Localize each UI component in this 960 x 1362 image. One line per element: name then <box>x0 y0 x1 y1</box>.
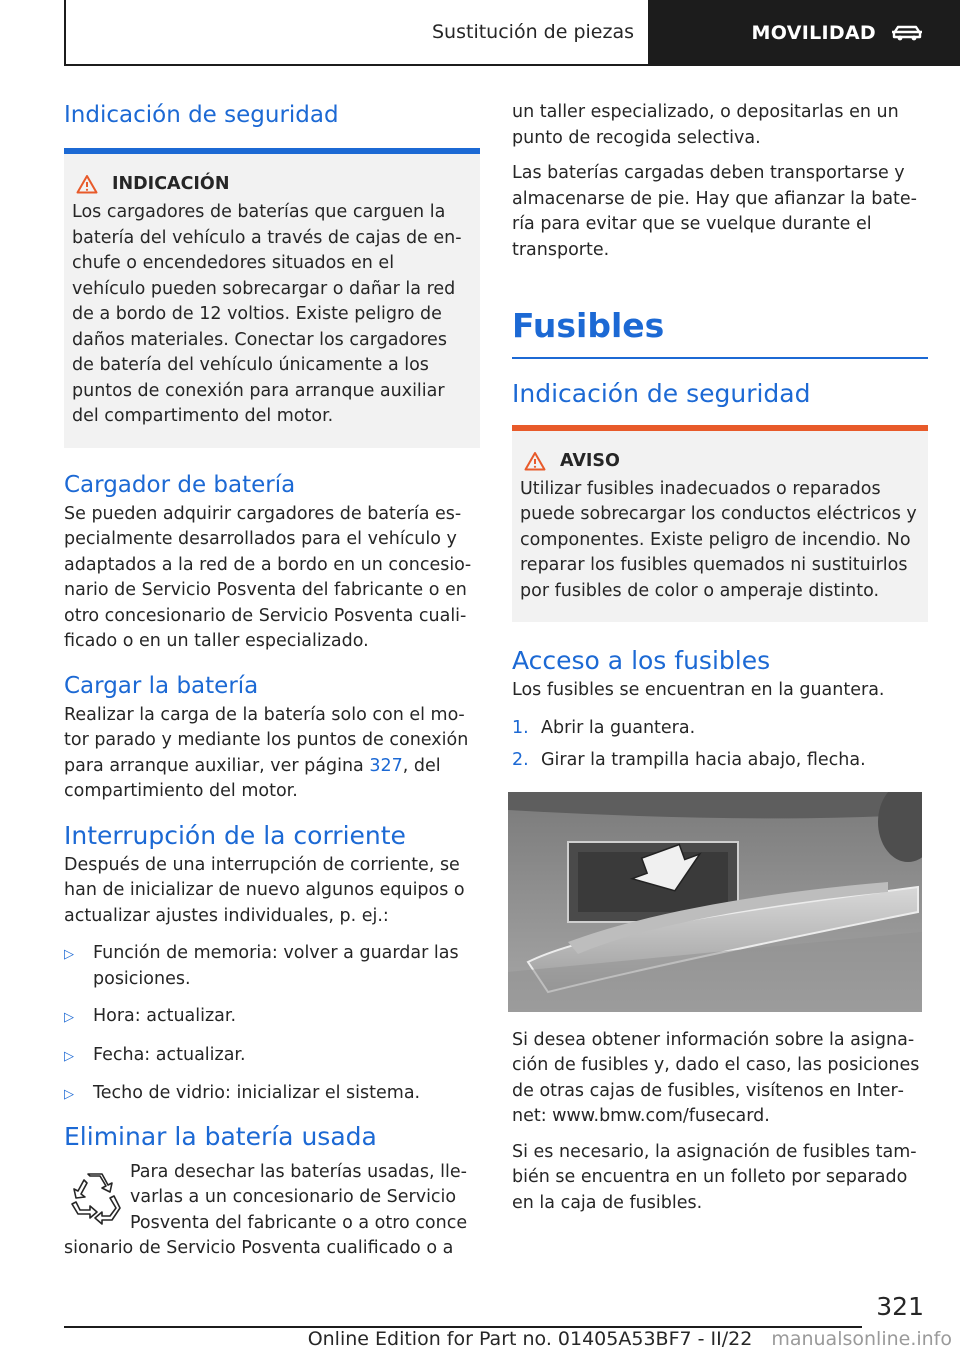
step-number: 2. <box>512 750 529 770</box>
bullet-icon: ▷ <box>64 1048 74 1064</box>
aviso-box <box>512 431 928 623</box>
list-item <box>64 1004 480 1031</box>
aviso-title-text: AVISO <box>560 450 620 471</box>
booklet-text: Si es necesario, la asignación de fusibles también se encuentra en un folleto por separado en la caja de fusibles. <box>512 1141 917 1213</box>
glovebox-illustration <box>508 792 922 1012</box>
steps-list <box>512 716 928 774</box>
header-rule <box>66 64 960 66</box>
tab-label: MOVILIDAD <box>751 22 876 44</box>
access-text: Los fusibles se encuentran en la guantera. <box>512 680 885 700</box>
page-number: 321 <box>876 1292 924 1321</box>
list-item <box>64 1043 480 1070</box>
info-text: Si desea obtener información sobre la asignación de fusibles y, dado el caso, las posiciones de otras cajas de fusibles, visítenos en Internet: www.bmw.com/fusecard. <box>512 1029 920 1126</box>
car-icon <box>890 23 924 43</box>
transport-text: Las baterías cargadas deben transportarse y almacenarse de pie. Hay que afianzar la batería para evitar que se vuelque durante el transporte. <box>512 163 917 260</box>
access-heading: Acceso a los fusibles <box>512 646 771 675</box>
bullet-icon: ▷ <box>64 947 74 962</box>
dispose-heading: Eliminar la batería usada <box>64 1121 377 1151</box>
step-text: Abrir la guantera. <box>541 717 696 738</box>
right-column <box>512 100 928 1216</box>
notice-box <box>64 154 480 448</box>
interrupt-heading: Interrupción de la corriente <box>64 820 406 850</box>
page-link-327[interactable]: 327 <box>369 755 403 776</box>
list-item-text: Función de memoria: volver a guardar las posiciones. <box>93 943 459 989</box>
left-column <box>64 90 480 1262</box>
step-number: 1. <box>512 717 529 738</box>
dispose-text-cont: sionario de Servicio Posventa cualificado o a <box>64 1238 454 1258</box>
charge-heading: Cargar la batería <box>64 672 259 699</box>
fuses-heading: Fusibles <box>512 306 665 345</box>
footer-edition: Online Edition for Part no. 01405A53BF7 - II/22 <box>307 1328 753 1350</box>
step-item <box>512 748 928 774</box>
header-tab-movilidad[interactable] <box>648 0 960 66</box>
safety-heading: Indicación de seguridad <box>64 102 339 128</box>
aviso-text: Utilizar fusibles inadecuados o reparados puede sobrecargar los conductos eléctricos y componentes. Existe peligro de incendio. No reparar los fusibles quemados ni sustituirlos por fusibles de color o amperaje distinto. <box>520 478 917 601</box>
charger-heading: Cargador de batería <box>64 471 296 498</box>
list-item <box>64 941 480 992</box>
section-title-text: Sustitución de piezas <box>432 21 634 43</box>
fuse-safety-heading: Indicación de seguridad <box>512 378 811 408</box>
notice-title-text: INDICACIÓN <box>112 174 230 194</box>
notice-title <box>72 174 472 194</box>
bullet-icon: ▷ <box>64 1010 74 1025</box>
list-item-text: Techo de vidrio: inicializar el sistema. <box>93 1083 421 1103</box>
charge-text-part2: , del compartimiento del motor. <box>64 755 441 801</box>
charge-text <box>64 703 480 805</box>
interrupt-text: Después de una interrupción de corriente, se han de inicializar de nuevo algunos equipos o actualizar ajustes individuales, p. ej.: <box>64 854 465 926</box>
interrupt-list <box>64 941 480 1108</box>
charger-text: Se pueden adquirir cargadores de batería especialmente desarrollados para el vehículo y adaptados a la red de a bordo en un concesionario de Servicio Posventa del fabricante o en otro concesionario de Servicio Posventa cualificado o en un taller especializado. <box>64 503 472 651</box>
notice-text: Los cargadores de baterías que carguen la batería del vehículo a través de cajas de enchufe o encendedores situados en el vehículo pueden sobrecargar o dañar la red de a bordo de 12 voltios. Existe peligro de daños materiales. Conectar los cargadores de batería del vehículo únicamente a los puntos de conexión para arranque auxiliar del compartimento del motor. <box>72 202 462 426</box>
bullet-icon: ▷ <box>64 1087 74 1102</box>
charge-text-part1: Realizar la carga de la batería solo con el motor parado y mediante los puntos de conexión para arranque auxiliar, ver página <box>64 704 469 776</box>
dispose-cont-text: un taller especializado, o depositarlas en un punto de recogida selectiva. <box>512 102 899 148</box>
list-item-text: Fecha: actualizar. <box>93 1044 246 1065</box>
aviso-title <box>520 451 920 471</box>
list-item <box>64 1081 480 1108</box>
watermark: manualsonline.info <box>771 1328 952 1350</box>
glovebox-photo <box>508 792 922 1012</box>
header-section-title <box>66 0 648 64</box>
warning-icon <box>524 451 546 471</box>
dispose-block <box>64 1160 480 1237</box>
list-item-text: Hora: actualizar. <box>93 1006 237 1026</box>
dispose-text: Para desechar las baterías usadas, llevarlas a un concesionario de Servicio Posventa del fabricante o a otro conce <box>130 1161 468 1233</box>
recycle-icon <box>64 1170 130 1226</box>
step-item <box>512 716 928 742</box>
fuses-rule <box>512 357 928 359</box>
warning-icon <box>76 174 98 194</box>
step-text: Girar la trampilla hacia abajo, flecha. <box>541 750 866 770</box>
